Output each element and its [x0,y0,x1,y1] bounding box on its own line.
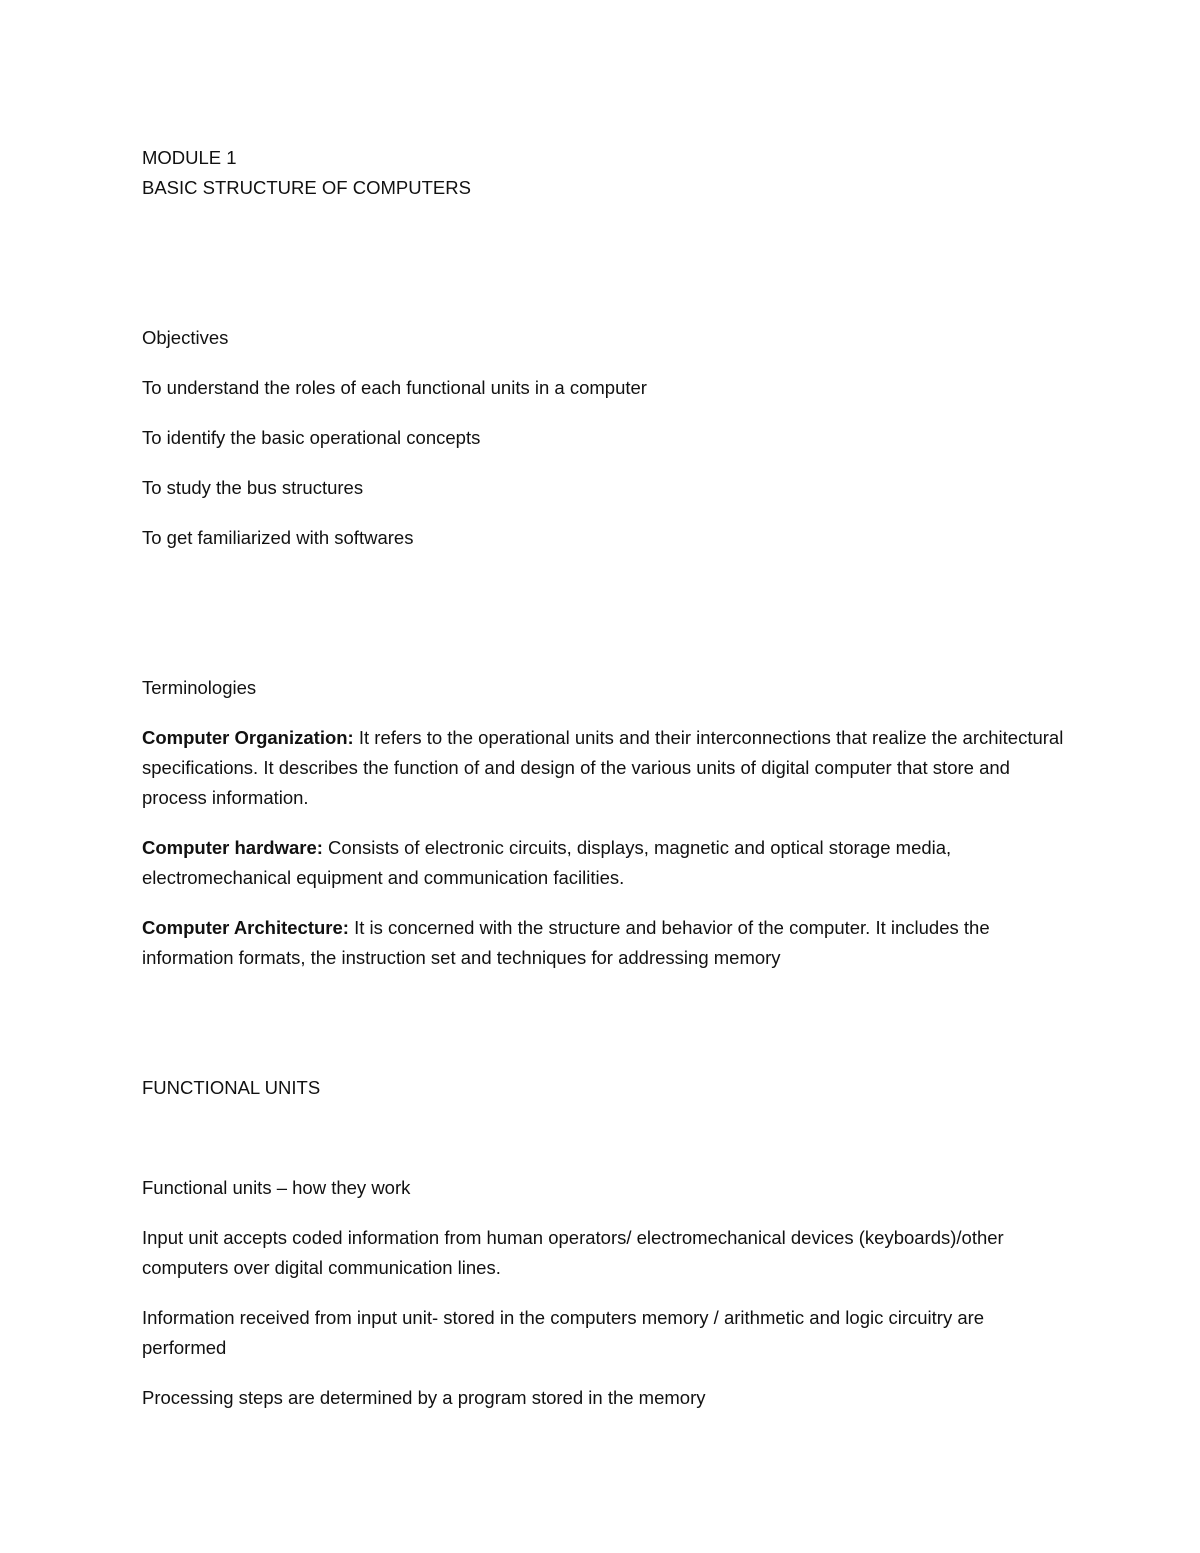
objectives-heading: Objectives [142,327,229,348]
functional-units-paragraph: Processing steps are determined by a program stored in the memory [142,1387,706,1408]
objective-item: To get familiarized with softwares [142,527,414,548]
terminology-item [142,833,1072,893]
objective-item: To identify the basic operational concepts [142,427,481,448]
functional-units-paragraph: Input unit accepts coded information from human operators/ electromechanical devices (keyboards)/other computers over digital communication lines. [142,1227,1004,1278]
terminology-definition: It refers to the operational units and their interconnections that realize the architectural specifications. It describes the function of and design of the various units of digital computer that store and process information. [142,727,1064,808]
terminology-definition: It is concerned with the structure and behavior of the computer. It includes the information formats, the instruction set and techniques for addressing memory [142,917,990,968]
terminology-definition: Consists of electronic circuits, displays, magnetic and optical storage media, electromechanical equipment and communication facilities. [142,837,952,888]
objective-item: To study the bus structures [142,477,364,498]
terminology-term: Computer Organization: [142,727,354,748]
functional-units-subheading: Functional units – how they work [142,1177,411,1198]
terminology-item [142,723,1072,813]
terminology-term: Computer hardware: [142,837,323,858]
terminology-term: Computer Architecture: [142,917,349,938]
functional-units-heading: FUNCTIONAL UNITS [142,1077,321,1098]
module-label: MODULE 1 [142,147,237,168]
objective-item: To understand the roles of each functional units in a computer [142,377,647,398]
terminology-item [142,913,1072,973]
functional-units-paragraph: Information received from input unit- stored in the computers memory / arithmetic and logic circuitry are performed [142,1307,985,1358]
document-content [142,143,1072,1413]
terminologies-heading: Terminologies [142,677,257,698]
document-title: BASIC STRUCTURE OF COMPUTERS [142,177,471,198]
